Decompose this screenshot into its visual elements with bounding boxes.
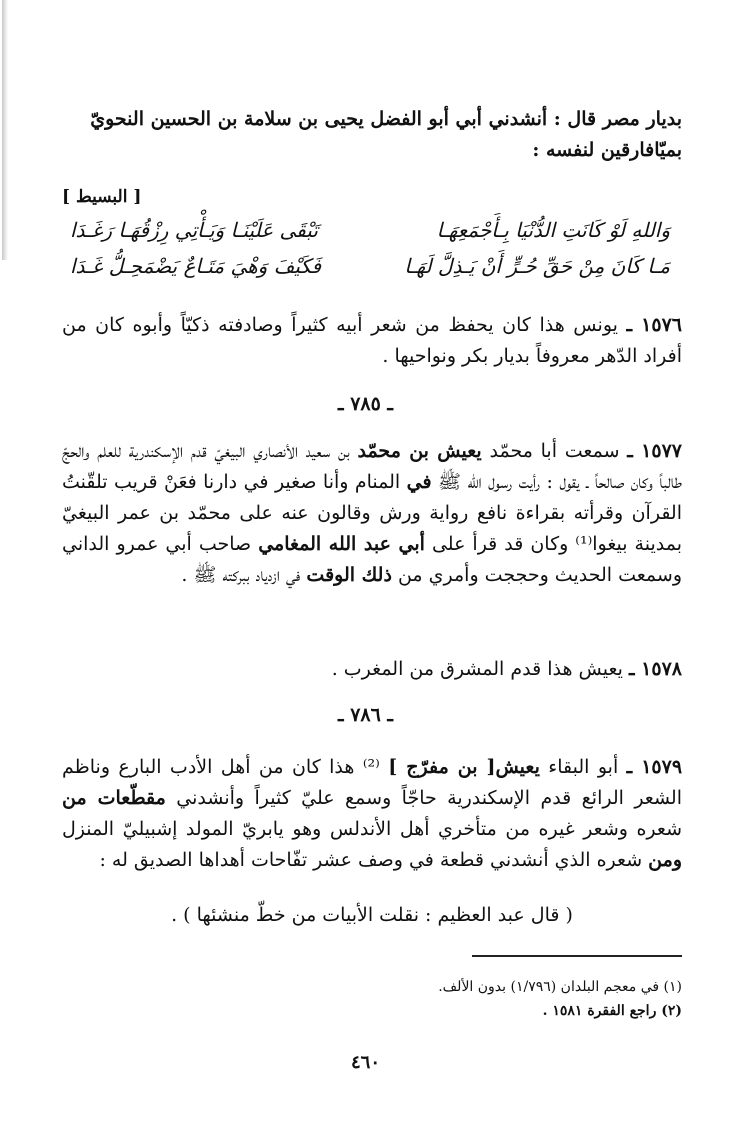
- entry-1579-footnote-ref: ⁽²⁾: [362, 756, 380, 778]
- entry-1577-text-4: في ازدياد ببركته ﷺ .: [181, 564, 301, 586]
- entry-1578-number: ١٥٧٨ ـ: [628, 658, 682, 680]
- entry-1579: [62, 752, 682, 876]
- verse-1-second-hemistich: تَبْقَى عَلَيْنَـا وَيَـأْتِي رِزْقُهَـا رَغَـدَا: [70, 218, 318, 242]
- entry-1577-text-3: صاحب أبي عمرو الداني وسمعت الحديث وحججت وأمري من: [62, 533, 682, 586]
- entry-1577-bold-2: أبي عبد الله المغامي: [258, 533, 425, 555]
- section-heading-786: ـ ٧٨٦ ـ: [338, 704, 393, 726]
- footnote-1: (١) في معجم البلدان (١/٧٩٦) بدون الألف.: [438, 979, 682, 995]
- verse-2-first-hemistich: مَـا كَانَ مِنْ حَقِّ حُـرٍّ أَنْ يَـذِلَّ لَهَـا: [404, 254, 670, 278]
- entry-1579-name: يعيش[ بن مفرّج ]: [388, 756, 540, 778]
- entry-1579-bold-1: مقطّعات من: [62, 787, 166, 809]
- entry-1578: [62, 654, 682, 685]
- entry-1579-text-3: شعره الذي أنشدني قطعة في وصف عشر تفّاحات أهداها الصديق له :: [99, 849, 643, 871]
- binding-shadow: [2, 0, 8, 260]
- poem-verse-1: [70, 218, 670, 250]
- intro-line-1: بديار مصر قال : أنشدني أبي أبو الفضل يحيى بن سلامة بن الحسين النحويّ: [90, 108, 682, 130]
- verse-1-first-hemistich: وَاللهِ لَوْ كَانَتِ الدُّنْيَا بِـأَجْمَعِهَـا: [436, 218, 670, 242]
- entry-1577-name: يعيش بن محمّد: [357, 440, 482, 462]
- entry-1576-number: ١٥٧٦ ـ: [626, 314, 682, 336]
- entry-1577-bold-3: ذلك الوقت: [306, 564, 392, 586]
- editor-note: ( قال عبد العظيم : نقلت الأبيات من خطّ منشئها ) .: [171, 904, 573, 926]
- poem-meter-label: [ البسيط ]: [62, 187, 142, 207]
- entry-1578-text: يعيش هذا قدم المشرق من المغرب .: [331, 658, 623, 680]
- entry-1577-text-1: بن سعيد الأنصاري البيغيّ قدم الإسكندرية للعلم والحجّ طالباً وكان صالحاً ـ يقول : رأيت رسول الله ﷺ: [62, 440, 682, 493]
- section-heading-785: ـ ٧٨٥ ـ: [338, 393, 393, 415]
- poem-verse-2: [70, 254, 670, 286]
- entry-1579-bold-2: ومن: [648, 849, 682, 871]
- footnote-2: (٢) راجع الفقرة ١٥٨١ .: [542, 1003, 682, 1019]
- entry-1576: [62, 310, 682, 372]
- entry-1579-number: ١٥٧٩ ـ: [626, 756, 683, 778]
- footnote-separator: [472, 955, 682, 957]
- verse-2-second-hemistich: فَكَيْفَ وَهْيَ مَتَـاعٌ يَضْمَحِـلُّ غَـدَا: [70, 254, 322, 278]
- entry-1577-bold-1: في: [406, 471, 432, 493]
- intro-line-2: بميّافارقين لنفسه :: [532, 139, 682, 161]
- page-number: ٤٦٠: [350, 1052, 380, 1073]
- entry-1579-pre: أبو البقاء: [548, 756, 619, 778]
- entry-1576-text: يونس هذا كان يحفظ من شعر أبيه كثيراً وصادفته ذكيّاً وأبوه كان من أفراد الدّهر معروفاً بديار بكر ونواحيها .: [62, 314, 682, 367]
- entry-1579-text-1: هذا كان من أهل الأدب البارع وناظم الشعر الرائع قدم الإسكندرية حاجّاً وسمع عليّ كثيراً وأنشدني: [62, 756, 682, 809]
- entry-1577-text-2: المنام وأنا صغير في دارنا فعَنْ قريب تلقّنتُ القرآن وقرأته بقراءة نافع رواية ورش وقالون عنه على محمّد بن عمر البيغيّ بمدينة بيغوا⁽¹⁾ وكان قد قرأ على: [62, 471, 682, 555]
- entry-1577: [62, 436, 682, 591]
- intro-paragraph: [62, 104, 682, 166]
- entry-1577-pre: سمعت أبا محمّد: [489, 440, 620, 462]
- entry-1579-text-2: شعره وشعر غيره من متأخري أهل الأندلس وهو يابريّ المولد إشبيليّ المنزل: [62, 818, 682, 840]
- entry-1577-number: ١٥٧٧ ـ: [627, 440, 682, 462]
